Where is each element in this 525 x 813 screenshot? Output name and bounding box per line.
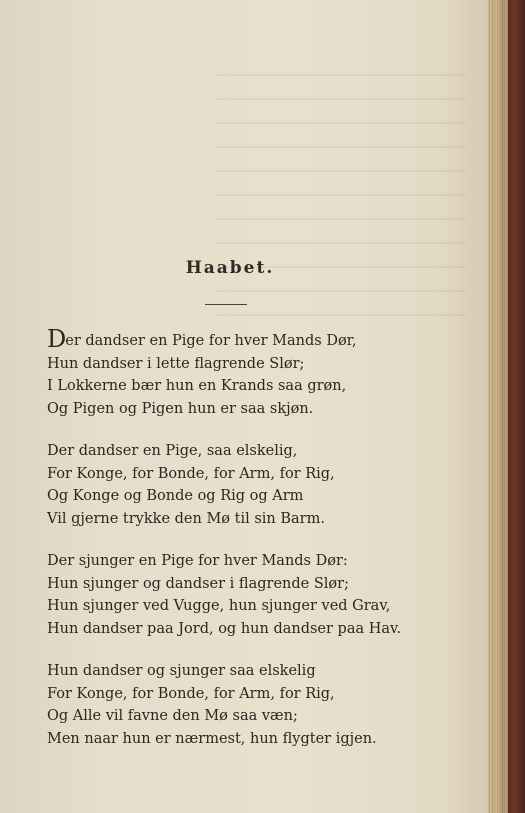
poem-body <box>47 325 447 770</box>
poem-line: Der sjunger en Pige for hver Mands Dør: <box>47 553 348 569</box>
poem-line: Hun dandser paa Jord, og hun dandser paa Hav. <box>47 620 402 637</box>
stanza-4 <box>47 660 447 750</box>
poem-line-first <box>47 325 447 353</box>
poem-line: Hun dandser i lette flagrende Slør; <box>47 355 305 372</box>
poem-line: Og Konge og Bonde og Rig og Arm <box>47 488 304 504</box>
poem-line: Og Pigen og Pigen hun er saa skjøn. <box>47 400 314 417</box>
title-rule <box>205 304 247 305</box>
poem-line: Men naar hun er nærmest, hun flygter igjen. <box>47 730 377 747</box>
book-cover-edge <box>508 0 525 813</box>
poem-line: Og Alle vil favne den Mø saa væn; <box>47 708 298 724</box>
poem-line: For Konge, for Bonde, for Arm, for Rig, <box>47 685 335 702</box>
first-line-text: er dandser en Pige for hver Mands Dør, <box>65 333 357 349</box>
poem-line: Hun dandser og sjunger saa elskelig <box>47 663 316 679</box>
poem-line: Der dandser en Pige, saa elskelig, <box>47 443 298 459</box>
poem-line: Vil gjerne trykke den Mø til sin Barm. <box>47 510 325 527</box>
poem-title: Haabet. <box>185 258 275 278</box>
poem-line: For Konge, for Bonde, for Arm, for Rig, <box>47 465 335 482</box>
poem-line: Hun sjunger ved Vugge, hun sjunger ved Grav, <box>47 598 391 614</box>
poem-line: I Lokkerne bær hun en Krands saa grøn, <box>47 378 347 394</box>
bleed-through-text <box>215 60 465 320</box>
stanza-2 <box>47 440 447 530</box>
drop-cap: D <box>47 325 66 353</box>
stanza-1 <box>47 325 447 420</box>
page-edges <box>488 0 510 813</box>
stanza-3 <box>47 550 447 640</box>
poem-line: Hun sjunger og dandser i flagrende Slør; <box>47 575 349 592</box>
